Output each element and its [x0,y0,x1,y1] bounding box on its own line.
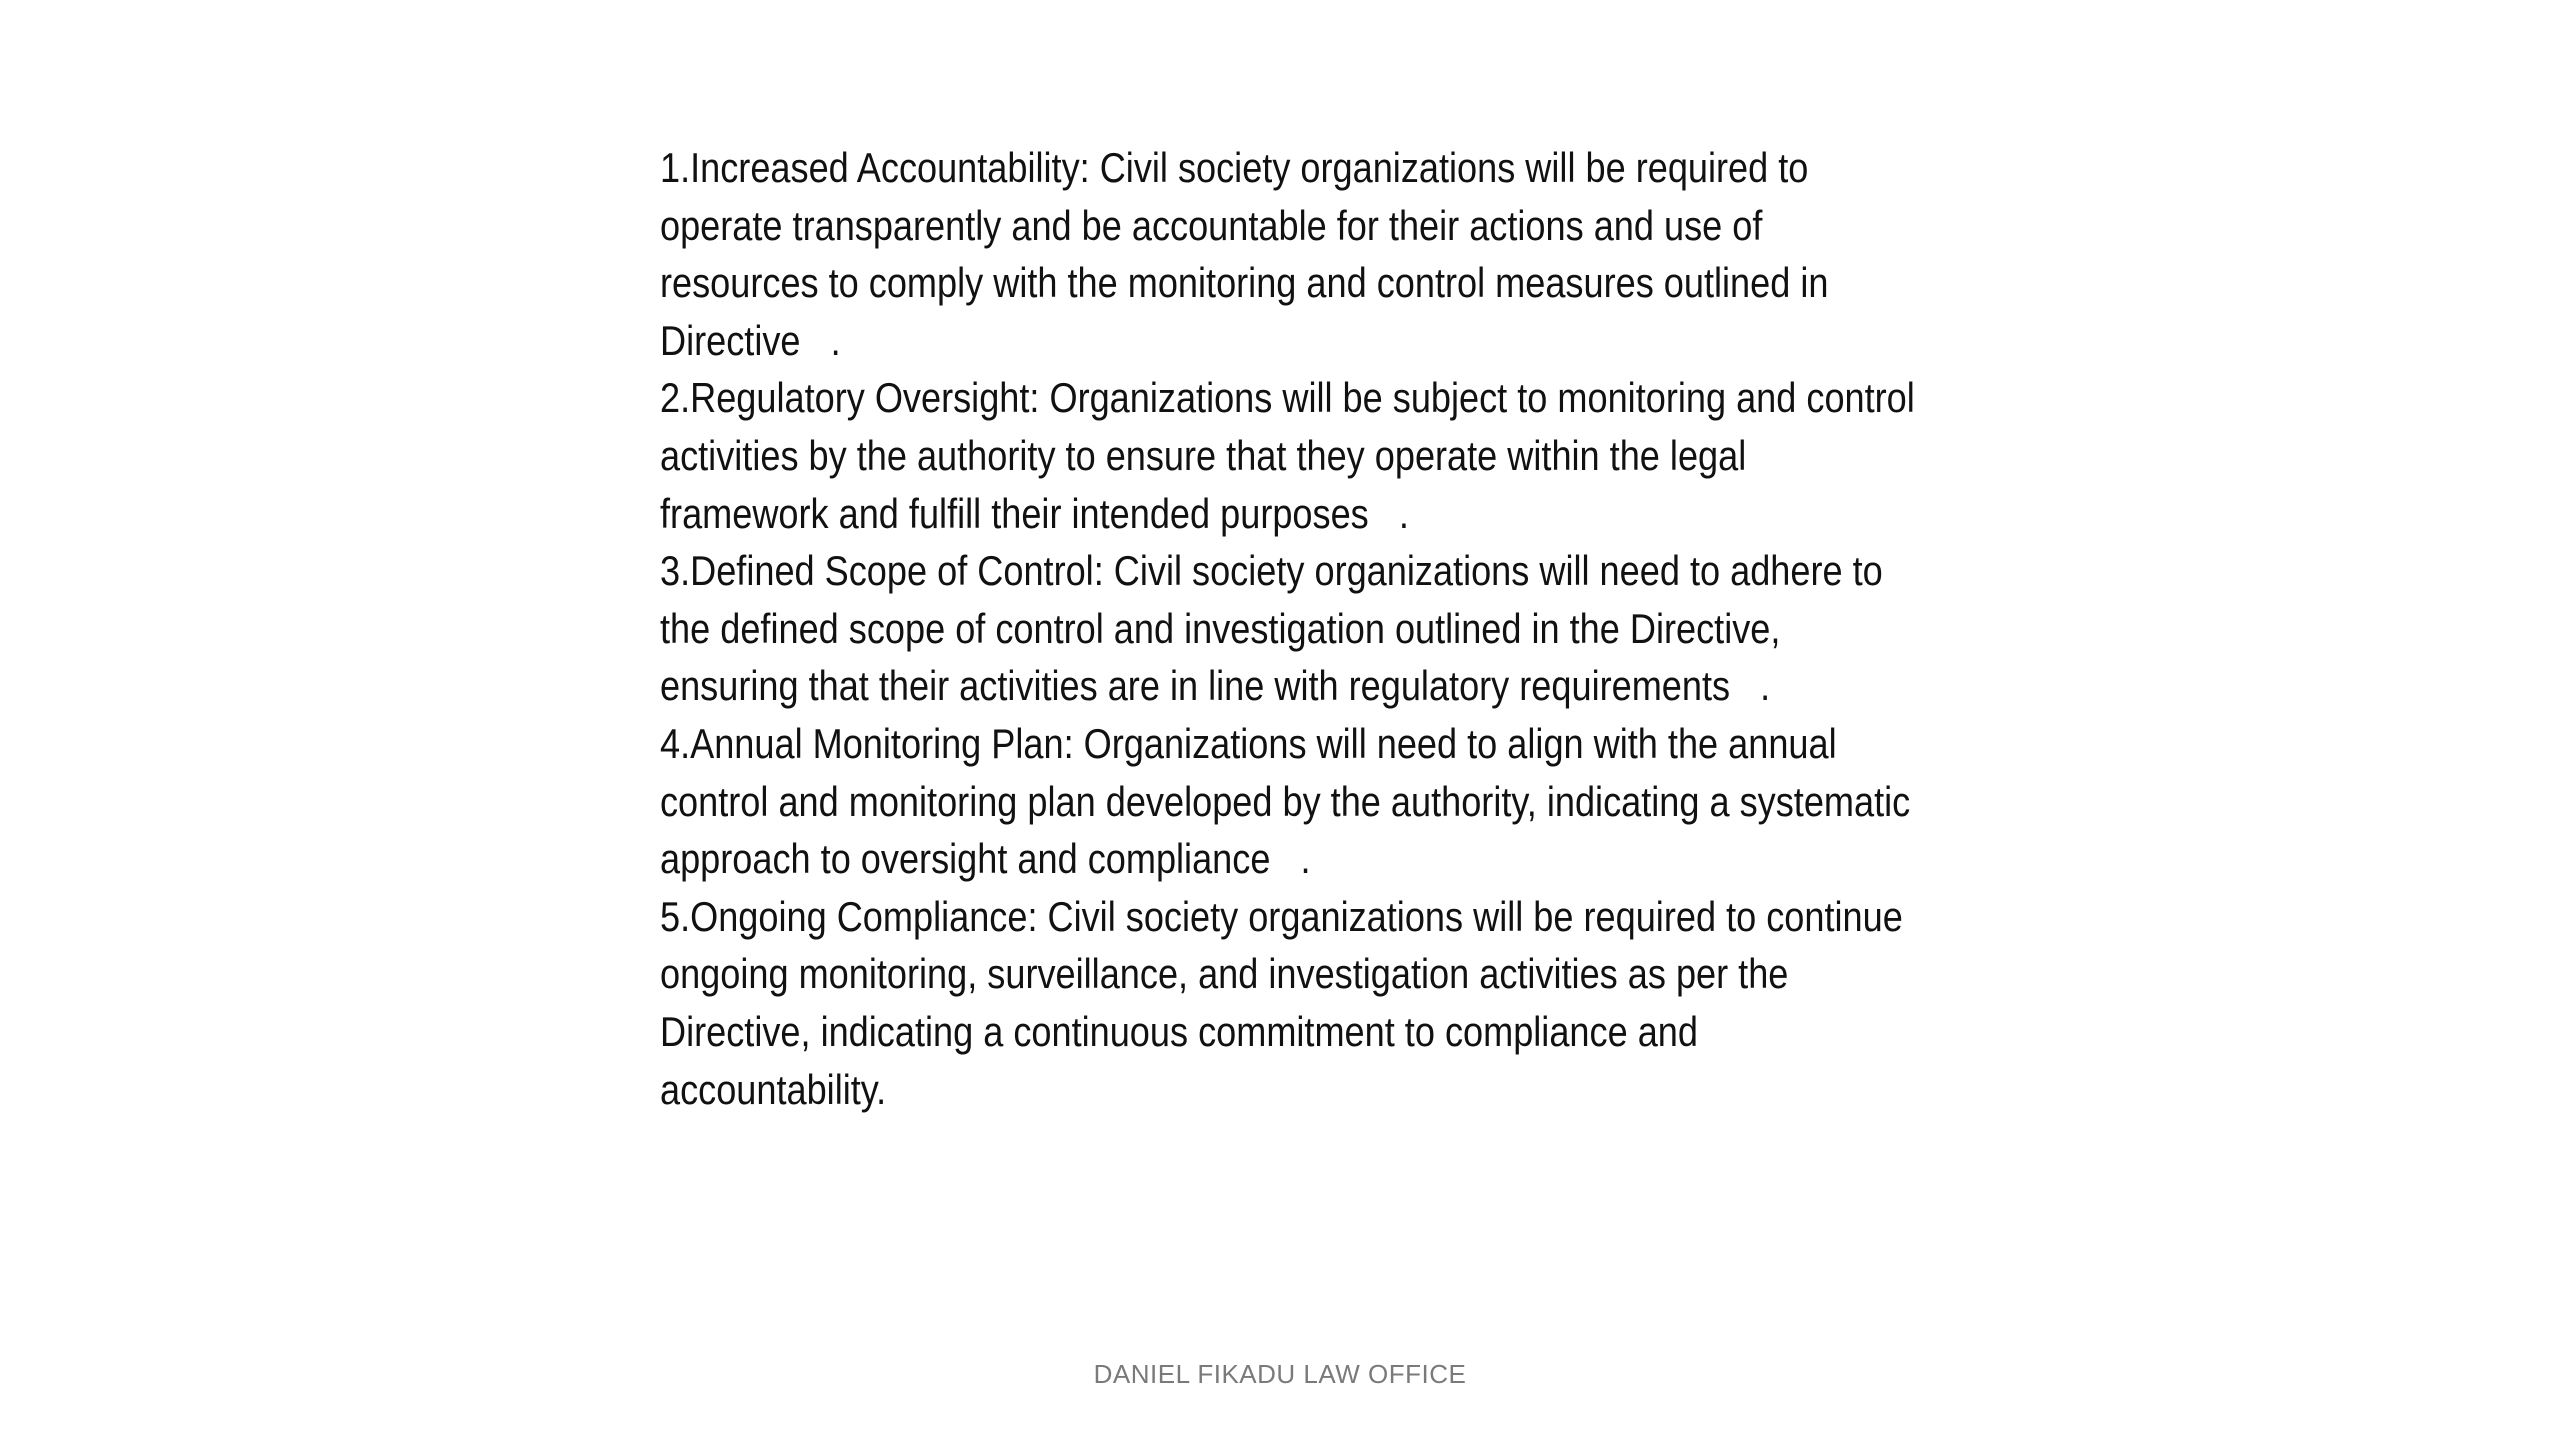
slide-footer: DANIEL FIKADU LAW OFFICE [1093,1359,1467,1389]
list-item [660,542,1915,715]
list-item-line: approach to oversight and compliance . [660,835,1311,883]
list-item-line: 2.Regulatory Oversight: Organizations will be subject to monitoring and control [660,374,1915,422]
list-item-line: accountability. [660,1065,887,1113]
list-item-line: 1.Increased Accountability: Civil society organizations will be required to [660,144,1809,191]
list-item [660,139,1915,369]
list-item-line: activities by the authority to ensure that they operate within the legal [660,431,1747,479]
list-item [660,715,1915,888]
list-item [660,888,1915,1118]
list-item-line: 5.Ongoing Compliance: Civil society organizations will be required to continue [660,892,1903,940]
list-item-line: Directive, indicating a continuous commitment to compliance and [660,1007,1698,1055]
list-item-line: operate transparently and be accountable for their actions and use of [660,201,1763,249]
list-item-line: Directive . [660,316,841,364]
list-item-line: control and monitoring plan developed by the authority, indicating a systematic [660,777,1911,825]
list-item [660,369,1915,542]
list-item-line: 3.Defined Scope of Control: Civil society organizations will need to adhere to [660,547,1883,595]
list-item-line: ongoing monitoring, surveillance, and investigation activities as per the [660,950,1789,998]
list-item-line: ensuring that their activities are in line with regulatory requirements . [660,662,1771,710]
list-item-line: resources to comply with the monitoring and control measures outlined in [660,259,1829,307]
list-item-line: 4.Annual Monitoring Plan: Organizations will need to align with the annual [660,719,1837,767]
list-item-line: framework and fulfill their intended purposes . [660,489,1409,537]
slide-body [660,139,1915,1118]
list-item-line: the defined scope of control and investigation outlined in the Directive, [660,604,1781,652]
